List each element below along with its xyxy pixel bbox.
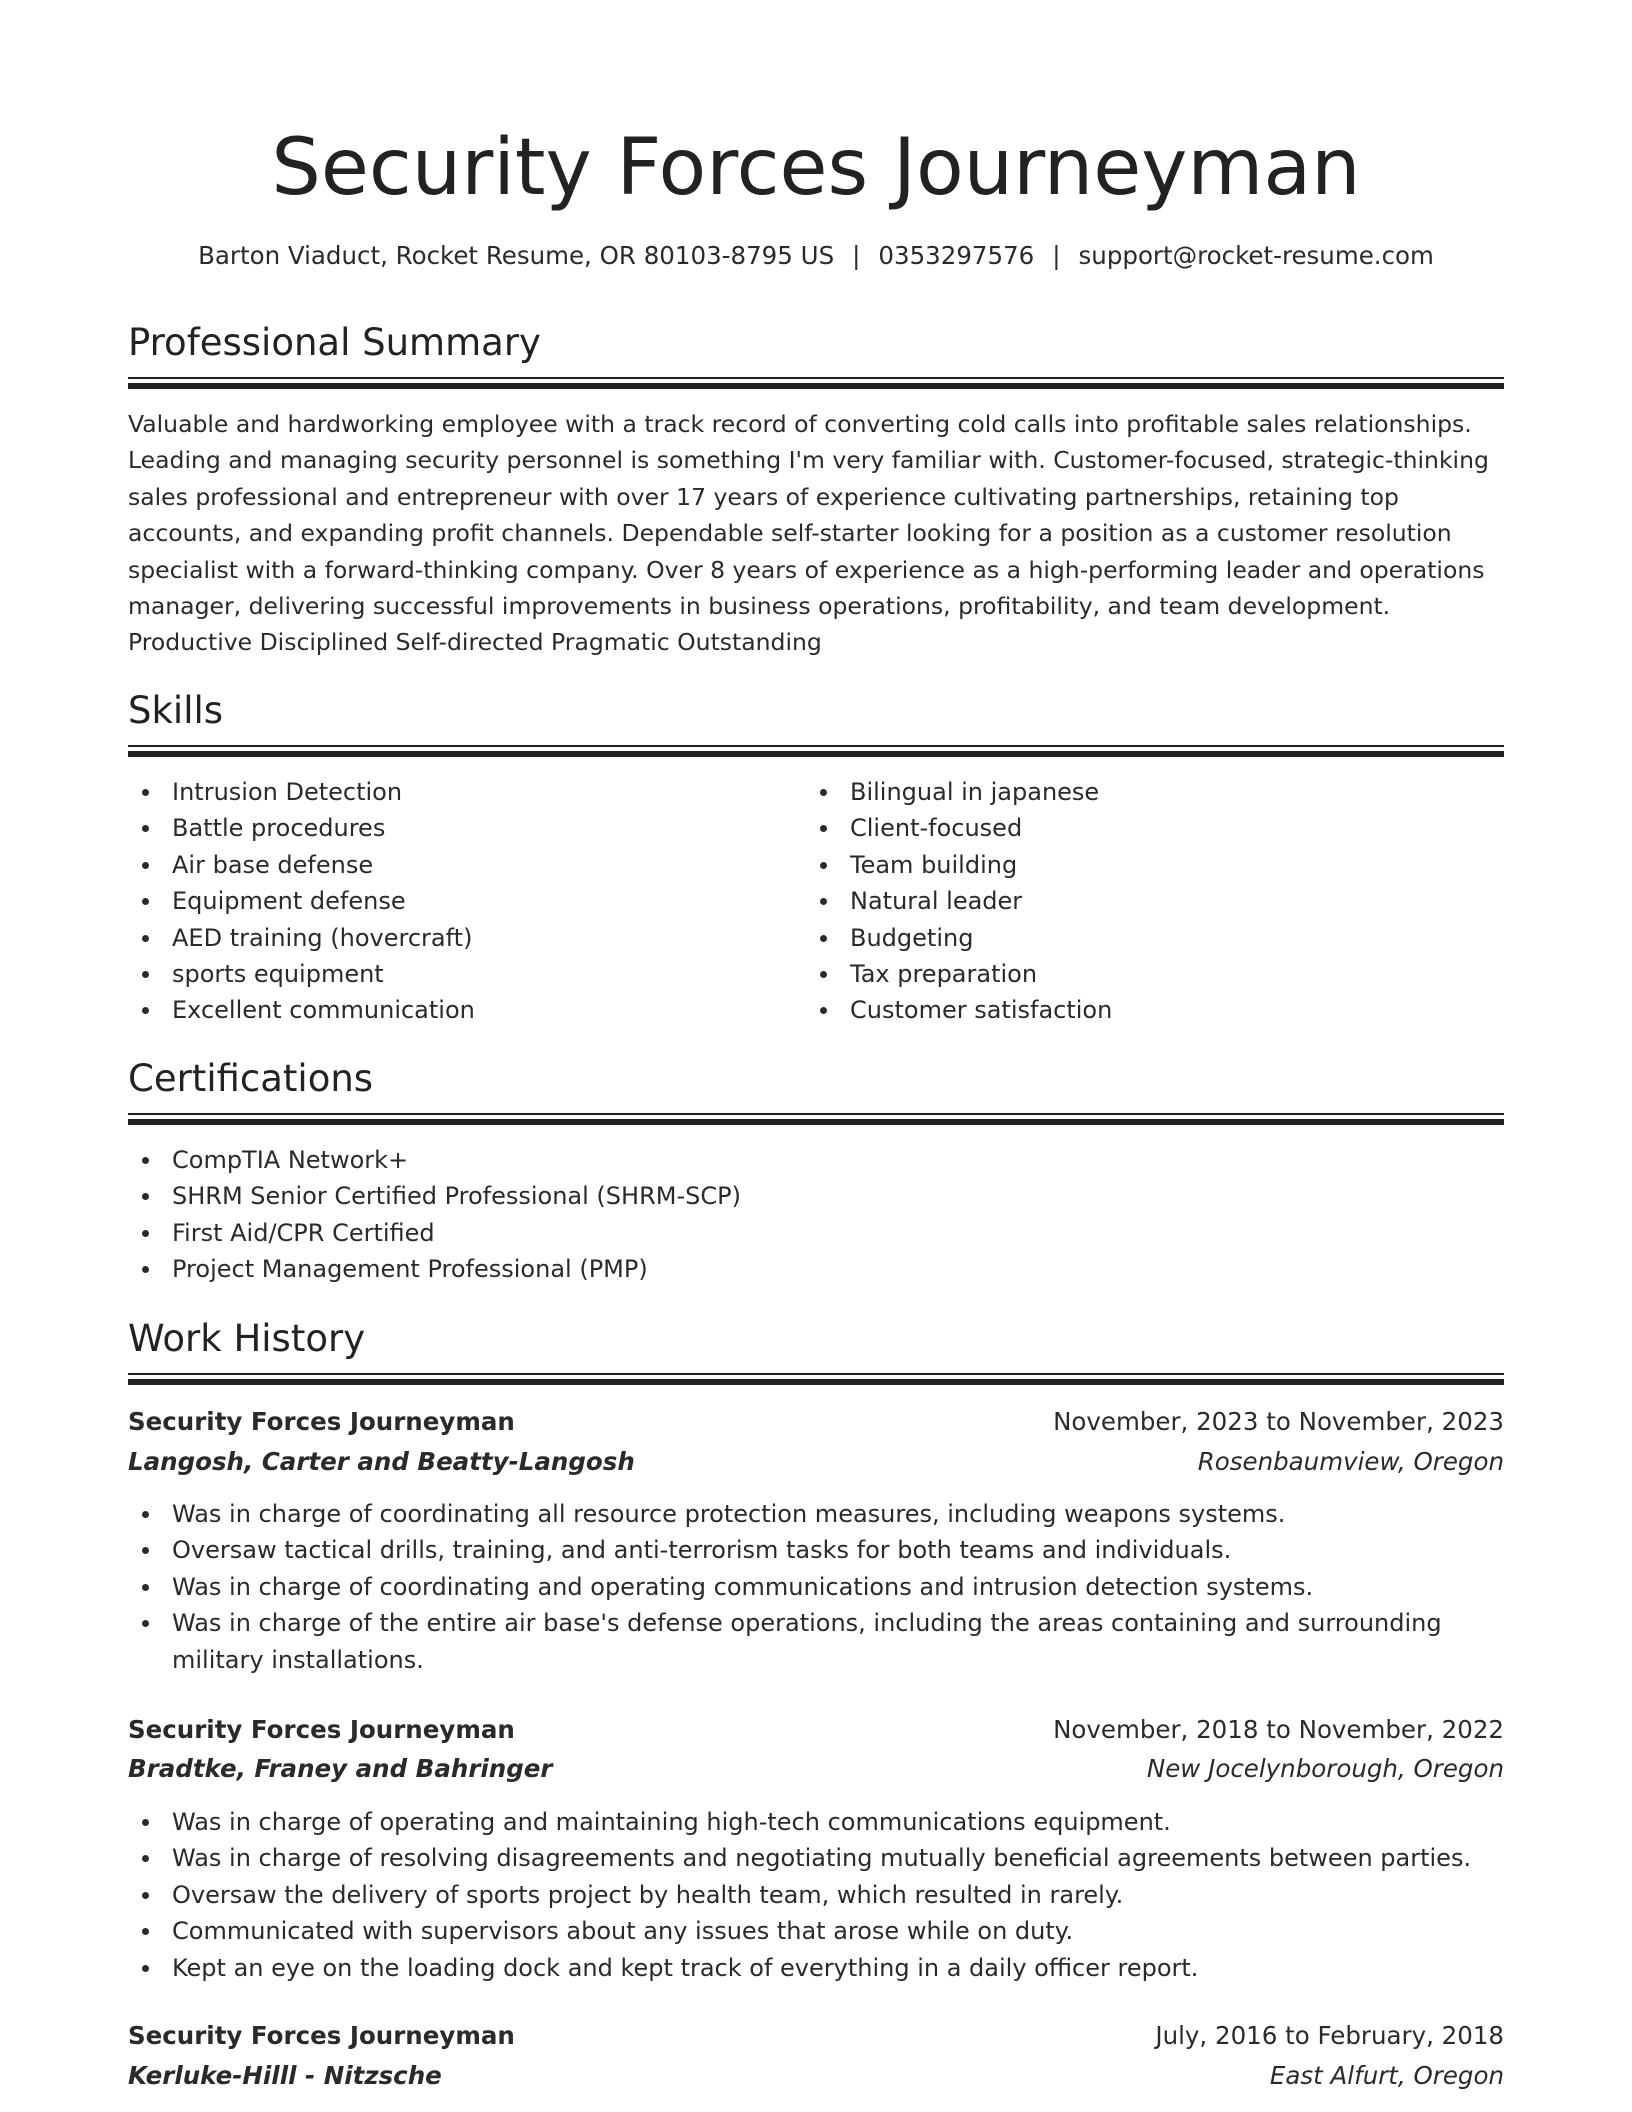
list-item: First Aid/CPR Certified — [172, 1215, 1504, 1251]
list-item: sports equipment — [172, 956, 792, 992]
section-title-work-history: Work History — [128, 1317, 366, 1360]
list-item: Bilingual in japanese — [850, 774, 1510, 810]
job-duty: Was in charge of the entire air base's defense operations, including the areas containing and surrounding military installations. — [172, 1605, 1504, 1678]
list-item: Excellent communication — [172, 992, 792, 1028]
job-duty: Was in charge of coordinating all resource protection measures, including weapons systems. — [172, 1496, 1504, 1532]
list-item: Tax preparation — [850, 956, 1510, 992]
list-item: Equipment defense — [172, 883, 792, 919]
section-divider — [128, 1373, 1504, 1385]
job-duty: Was in charge of coordinating and operating communications and intrusion detection systems. — [172, 1569, 1504, 1605]
section-title-skills: Skills — [128, 689, 224, 732]
job-company: Kerluke-Hilll - Nitzsche — [128, 2061, 442, 2090]
section-divider — [128, 377, 1504, 389]
job-company: Bradtke, Franey and Bahringer — [128, 1754, 553, 1783]
job-location: East Alfurt, Oregon — [1269, 2061, 1504, 2090]
phone: 0353297576 — [878, 241, 1035, 270]
section-divider — [128, 745, 1504, 757]
job-duties — [128, 1496, 1504, 1678]
list-item: Intrusion Detection — [172, 774, 792, 810]
separator: | — [1052, 241, 1061, 270]
separator: | — [852, 241, 861, 270]
job-duties — [128, 1804, 1504, 1986]
job-title: Security Forces Journeyman — [128, 1407, 515, 1436]
list-item: Project Management Professional (PMP) — [172, 1251, 1504, 1287]
job-duty: Was in charge of resolving disagreements and negotiating mutually beneficial agreements between parties. — [172, 1840, 1504, 1876]
skills-list-right — [806, 774, 1510, 1029]
list-item: Natural leader — [850, 883, 1510, 919]
list-item: Customer satisfaction — [850, 992, 1510, 1028]
certifications-list — [128, 1142, 1504, 1288]
section-divider — [128, 1113, 1504, 1125]
list-item: SHRM Senior Certified Professional (SHRM-SCP) — [172, 1178, 1504, 1214]
job-title: Security Forces Journeyman — [128, 2021, 515, 2050]
list-item: AED training (hovercraft) — [172, 920, 792, 956]
contact-line — [128, 238, 1504, 274]
job-location: New Jocelynborough, Oregon — [1146, 1754, 1504, 1783]
list-item: Team building — [850, 847, 1510, 883]
job-company: Langosh, Carter and Beatty-Langosh — [128, 1447, 635, 1476]
list-item: Battle procedures — [172, 810, 792, 846]
section-title-certifications: Certifications — [128, 1057, 374, 1100]
list-item: Budgeting — [850, 920, 1510, 956]
job-duty: Kept an eye on the loading dock and kept track of everything in a daily officer report. — [172, 1950, 1504, 1986]
address: Barton Viaduct, Rocket Resume, OR 80103-8795 US — [198, 241, 835, 270]
job-location: Rosenbaumview, Oregon — [1197, 1447, 1504, 1476]
job-duty: Communicated with supervisors about any issues that arose while on duty. — [172, 1913, 1504, 1949]
candidate-name: Security Forces Journeyman — [271, 123, 1361, 213]
section-title-summary: Professional Summary — [128, 321, 541, 364]
job-dates: November, 2023 to November, 2023 — [1053, 1407, 1504, 1436]
summary-text: Valuable and hardworking employee with a track record of converting cold calls into profitable sales relationships. Leading and managing security personnel is something I'm very familiar with. Customer-focused, strategic-thinking sales professional and entrepreneur with over 17 years of experience cultivating partnerships, retaining top accounts, and expanding profit channels. Dependable self-starter looking for a position as a customer resolution specialist with a forward-thinking company. Over 8 years of experience as a high-performing leader and operations manager, delivering successful improvements in business operations, profitability, and team development. Productive Disciplined Self-directed Pragmatic Outstanding — [128, 410, 1489, 657]
list-item: CompTIA Network+ — [172, 1142, 1504, 1178]
email: support@rocket-resume.com — [1078, 241, 1434, 270]
job-dates: November, 2018 to November, 2022 — [1053, 1715, 1504, 1744]
job-duty: Was in charge of operating and maintaining high-tech communications equipment. — [172, 1804, 1504, 1840]
list-item: Air base defense — [172, 847, 792, 883]
skills-list-left — [128, 774, 792, 1029]
list-item: Client-focused — [850, 810, 1510, 846]
job-duty: Oversaw the delivery of sports project by health team, which resulted in rarely. — [172, 1877, 1504, 1913]
job-title: Security Forces Journeyman — [128, 1715, 515, 1744]
job-duty: Oversaw tactical drills, training, and anti-terrorism tasks for both teams and individuals. — [172, 1532, 1504, 1568]
job-dates: July, 2016 to February, 2018 — [1155, 2021, 1504, 2050]
